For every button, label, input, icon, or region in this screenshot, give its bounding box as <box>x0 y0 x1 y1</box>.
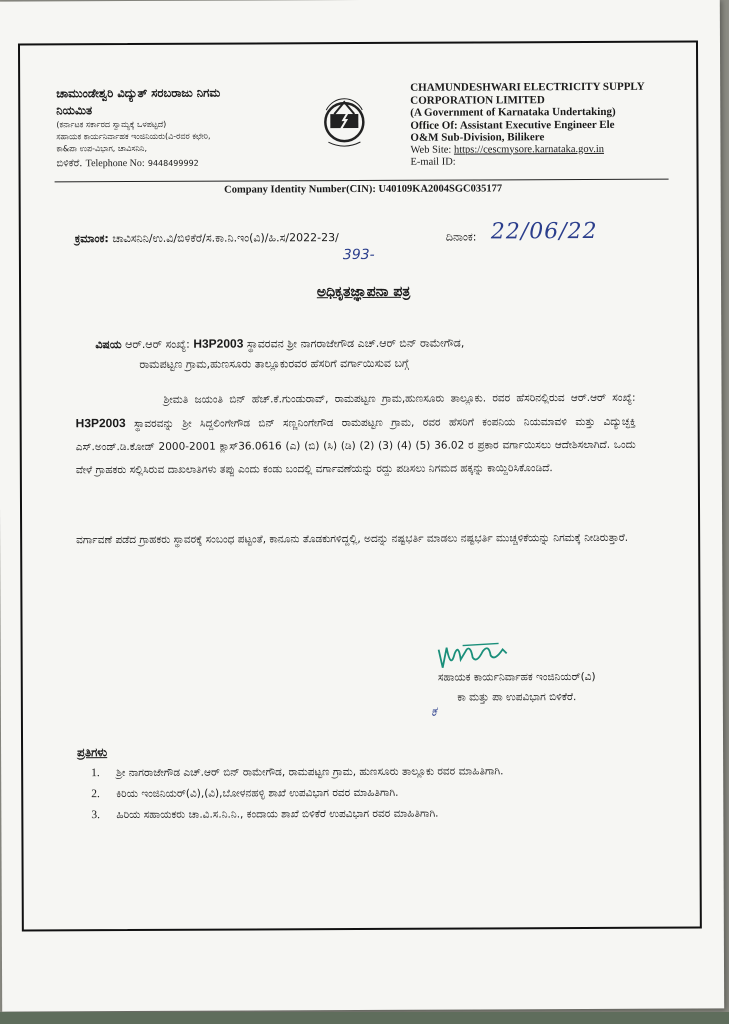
list-item <box>91 782 651 805</box>
gov-undertaking: (A Government of Karnataka Undertaking) <box>410 105 616 119</box>
body-paragraph-1 <box>75 387 635 482</box>
subject-line-2: ರಾಮಪಟ್ಟಣ ಗ್ರಾಮ,ಹುಣಸೂರು ತಾಲ್ಲೂಕುರವರ ಹೆಸರಿಗೆ ವರ್ಗಾಯಿಸುವ ಬಗ್ಗೆ <box>139 356 409 371</box>
list-item <box>91 761 651 784</box>
reference-line <box>75 231 339 246</box>
para1-part-b: ಸ್ಥಾವರವನ್ನು ಶ್ರೀ ಸಿದ್ದಲಿಂಗೇಗೌಡ ಬಿನ್ ಸಣ್ಣನಿಂಗೇಗೌಡ ರಾಮಪಟ್ಟಣ ಗ್ರಾಮ, ರವರ ಹೆಸರಿಗೆ ಕಂಪನಿಯ ನಿಯಮಾವಳಿ ಮತ್ತು ವಿದ್ಯುಚ್ಛಕ್ತಿ ಎಸ್.ಅಂಡ್.ಡಿ.ಕೋಡ್ 2000-2001 ಕ್ಲಾಸ್36.0616 (ಎ) (ಬಿ) (ಸಿ) (ಡಿ) (2) (3) (4) (5) 36.02 ರ ಪ್ರಕಾರ ವರ್ಗಾಯಿಸಲು ಆದೇಶಿಸಲಾಗಿದೆ. ಒಂದು ವೇಳೆ ಗ್ರಾಹಕರು ಸಲ್ಲಿಸಿರುವ ದಾಖಲಾತಿಗಳು ತಪ್ಪು ಎಂದು ಕಂಡು ಬಂದಲ್ಲಿ ವರ್ಗಾವಣೆಯನ್ನು ರದ್ದು ಪಡಿಸಲು ನಿಗಮದ ಹಕ್ಕನ್ನು ಕಾಯ್ದಿರಿಸಿಕೊಂಡಿದೆ. <box>75 415 636 477</box>
telephone-label: Telephone No: <box>85 157 145 170</box>
signatory-block <box>387 667 647 708</box>
cin-line: Company Identity Number(CIN): U40109KA2004SGC035177 <box>224 183 503 196</box>
subject-block <box>95 332 655 375</box>
org-name-kn-1: ಚಾಮುಂಡೇಶ್ವರಿ ವಿದ್ಯುತ್ ಸರಬರಾಜು ನಿಗಮ <box>56 85 221 101</box>
reference-label: ಕ್ರಮಾಂಕ: <box>74 232 109 246</box>
subject-rr-number: H3P2003 <box>193 336 244 351</box>
subject-label: ವಿಷಯ <box>95 338 122 352</box>
letter-title: ಅಧಿಕೃತಜ್ಞಾಪನಾ ಪತ್ರ <box>316 283 411 301</box>
copies-list <box>91 761 651 826</box>
list-item-number: 3. <box>91 809 101 822</box>
list-item-number: 2. <box>91 788 100 801</box>
list-item-text: ಕಿರಿಯ ಇಂಜಿನಿಯರ್(ವಿ),(ವಿ),ಬೋಳನಹಳ್ಳಿ ಶಾಖೆ ಉಪವಿಭಾಗ ರವರ ಮಾಹಿತಿಗಾಗಿ. <box>116 786 399 801</box>
reference-value: ಚಾವಿಸನಿನಿ/ಉ.ವಿ/ಬಿಳಿಕೆರೆ/ಸ.ಕಾ.ನಿ.ಇಂ(ವಿ)/ಹಿ.ಸ/2022-23/ <box>112 231 339 246</box>
org-name-kn-2: ನಿಯಮಿತ <box>56 103 93 118</box>
telephone-line <box>56 156 286 171</box>
signatory-designation: ಸಹಾಯಕ ಕಾರ್ಯನಿರ್ವಾಹಕ ಇಂಜಿನಿಯರ್(ವಿ) <box>437 670 596 684</box>
list-item-text: ಹಿರಿಯ ಸಹಾಯಕರು ಚಾ.ವಿ.ಸ.ನಿ.ನಿ., ಕಂದಾಯ ಶಾಖೆ ಬಿಳಿಕೆರೆ ಉಪವಿಭಾಗ ರವರ ಮಾಹಿತಿಗಾಗಿ. <box>116 807 439 822</box>
website-link[interactable]: https://cescmysore.karnataka.gov.in <box>453 143 605 156</box>
website-line <box>410 143 680 157</box>
town-kn: ಬಿಳಿಕೆರೆ. <box>56 158 83 170</box>
para1-rr-number: H3P2003 <box>75 416 126 431</box>
header-kannada <box>56 84 286 171</box>
subject-text-a: ಆರ್.ಆರ್ ಸಂಖ್ಯೆ: <box>125 337 190 352</box>
office-kn-1: ಸಹಾಯಕ ಕಾರ್ಯನಿರ್ವಾಹಕ ಇಂಜಿನಿಯರು(ವಿ-ರವರ ಕಛೇರಿ, <box>56 131 211 142</box>
org-name-en-1: CHAMUNDESHWARI ELECTRICITY SUPPLY <box>410 80 645 94</box>
cesc-mysore-logo-icon <box>316 90 372 152</box>
date-handwritten: 22/06/22 <box>490 218 598 245</box>
copies-heading: ಪ್ರತಿಗಳು <box>77 745 108 760</box>
handwritten-initial: ಕ <box>430 704 437 720</box>
email-label: E-mail ID: <box>410 156 456 168</box>
org-subtitle-kn: (ಕರ್ನಾಟಕ ಸರ್ಕಾರದ ಸ್ವಾಮ್ಯಕ್ಕೆ ಒಳಪಟ್ಟದೆ) <box>56 119 167 130</box>
list-item-text: ಶ್ರೀ ನಾಗರಾಜೇಗೌಡ ಎಚ್.ಆರ್ ಬಿನ್ ರಾಮೇಗೌಡ, ರಾಮಪಟ್ಟಣ ಗ್ರಾಮ, ಹುಣಸೂರು ತಾಲ್ಲೂಕು ರವರ ಮಾಹಿತಿಗಾಗಿ. <box>116 765 504 780</box>
office-kn-2: ಕಾ&ಪಾ ಉಪ-ವಿಭಾಗ, ಚಾವಿಸನಿನಿ, <box>56 143 148 154</box>
body-paragraph-2: ವರ್ಗಾವಣೆ ಪಡೆದ ಗ್ರಾಹಕರು ಸ್ಥಾವರಕ್ಕೆ ಸಂಬಂಧ ಪಟ್ಟಂತೆ, ಕಾನೂನು ತೊಡಕುಗಳಿದ್ದಲ್ಲಿ, ಅದನ್ನು ನಷ್ಟಭರ್ತಿ ಮಾಡಲು ನಷ್ಟಭರ್ತಿ ಮುಚ್ಚಳಿಕೆಯನ್ನು ನಿಗಮಕ್ಕೆ ನೀಡಿರುತ್ತಾರೆ. <box>76 531 629 547</box>
org-name-en-2: CORPORATION LIMITED <box>410 93 545 107</box>
para1-part-a: ಶ್ರೀಮತಿ ಜಯಂತಿ ಬಿನ್ ಹೆಚ್.ಕೆ.ಗುಂಡುರಾವ್, ರಾಮಪಟ್ಟಣ ಗ್ರಾಮ,ಹುಣಸೂರು ತಾಲ್ಲೂಕು. ರವರ ಹೆಸರಿನಲ್ಲಿರುವ ಆರ್.ಆರ್ ಸಂಖ್ಯೆ: <box>163 391 636 406</box>
subject-text-b: ಸ್ಥಾವರವನ ಶ್ರೀ ನಾಗರಾಜೇಗೌಡ ಎಚ್.ಆರ್ ಬಿನ್ ರಾಮೇಗೌಡ, <box>246 336 465 351</box>
list-item-number: 1. <box>91 767 100 780</box>
header-english <box>410 81 680 170</box>
website-label: Web Site: <box>410 144 452 156</box>
office-en-1: Office Of: Assistant Executive Engineer Ele <box>410 118 615 132</box>
background-surface <box>0 1012 729 1024</box>
telephone-number: 9448499992 <box>147 158 199 168</box>
office-en-2: O&M Sub-Division, Bilikere <box>410 131 545 144</box>
reference-handwritten-number: 393- <box>342 246 375 264</box>
date-label: ದಿನಾಂಕ: <box>445 230 477 244</box>
list-item <box>91 803 651 826</box>
signatory-office: ಕಾ ಮತ್ತು ಪಾ ಉಪವಿಭಾಗ ಬಿಳಿಕೆರೆ. <box>457 691 577 704</box>
